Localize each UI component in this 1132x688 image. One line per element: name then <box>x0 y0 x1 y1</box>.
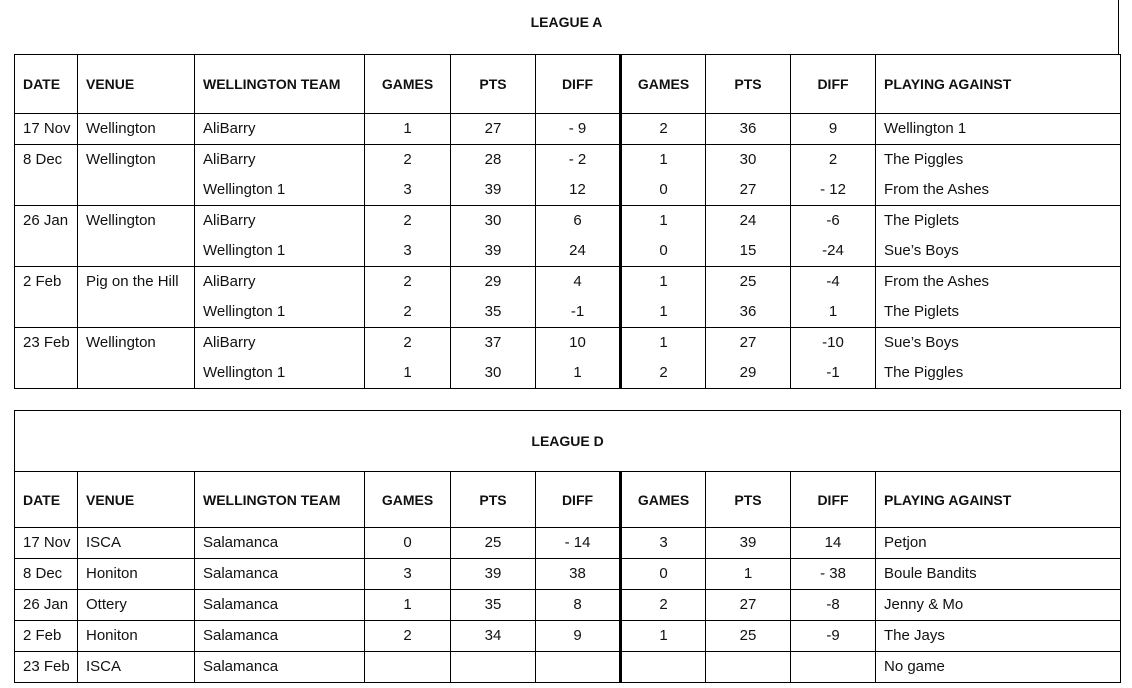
league_d-cell: Salamanca <box>195 528 365 559</box>
table-row <box>15 559 1121 590</box>
league_d-cell: Salamanca <box>195 652 365 683</box>
league_a-cell: 2 <box>365 267 451 298</box>
league_a-cell: 30 <box>706 145 791 176</box>
league_a-header-6: GAMES <box>621 55 706 114</box>
league_d-cell: 14 <box>791 528 876 559</box>
league_a-cell: AliBarry <box>195 114 365 145</box>
table-row <box>15 114 1121 145</box>
league_a-cell: 25 <box>706 267 791 298</box>
league_a-cell: 28 <box>451 145 536 176</box>
league_a-cell: 3 <box>365 175 451 206</box>
league_a-cell: 35 <box>451 297 536 328</box>
league_a-cell <box>15 297 78 328</box>
league_a-cell: -4 <box>791 267 876 298</box>
table-row <box>15 590 1121 621</box>
league_d-cell: Ottery <box>78 590 195 621</box>
league_a-cell: 24 <box>536 236 621 267</box>
table-row <box>15 358 1121 389</box>
league_d-header-1: VENUE <box>78 472 195 528</box>
table-row <box>15 528 1121 559</box>
league_d-cell: Petjon <box>876 528 1121 559</box>
league_d-cell: - 38 <box>791 559 876 590</box>
league-d-title-row <box>15 411 1121 472</box>
league_d-cell: Jenny & Mo <box>876 590 1121 621</box>
league_d-cell: 34 <box>451 621 536 652</box>
league_a-cell: 0 <box>621 175 706 206</box>
league_a-header-1: VENUE <box>78 55 195 114</box>
league_d-cell: 3 <box>365 559 451 590</box>
league_a-cell <box>15 358 78 389</box>
league_a-cell: 24 <box>706 206 791 237</box>
league_a-cell: The Piggles <box>876 358 1121 389</box>
table-row <box>15 621 1121 652</box>
table-row <box>15 236 1121 267</box>
league_d-header-8: DIFF <box>791 472 876 528</box>
league_a-cell: -6 <box>791 206 876 237</box>
league_a-cell: Wellington <box>78 145 195 176</box>
league_a-header-9: PLAYING AGAINST <box>876 55 1121 114</box>
league_a-cell: The Piglets <box>876 206 1121 237</box>
league_a-cell: 1 <box>621 206 706 237</box>
league_a-header-row <box>15 55 1121 114</box>
league_d-cell: 39 <box>451 559 536 590</box>
league_d-cell: 0 <box>365 528 451 559</box>
league_a-cell: 17 Nov <box>15 114 78 145</box>
league_a-cell: 1 <box>621 328 706 359</box>
league_a-cell: Wellington <box>78 328 195 359</box>
league_a-cell: 4 <box>536 267 621 298</box>
league_a-cell: Sue’s Boys <box>876 328 1121 359</box>
league_d-cell: 8 <box>536 590 621 621</box>
table-row <box>15 267 1121 298</box>
league_a-cell: Pig on the Hill <box>78 267 195 298</box>
league_a-cell: 2 <box>791 145 876 176</box>
league_d-cell: 35 <box>451 590 536 621</box>
league_d-header-9: PLAYING AGAINST <box>876 472 1121 528</box>
league_d-cell: Salamanca <box>195 559 365 590</box>
league_a-cell: 29 <box>706 358 791 389</box>
league_d-cell: Salamanca <box>195 621 365 652</box>
league_d-cell <box>706 652 791 683</box>
league_a-cell <box>15 236 78 267</box>
league_a-cell: AliBarry <box>195 267 365 298</box>
league_a-cell: 1 <box>791 297 876 328</box>
league_d-cell: 17 Nov <box>15 528 78 559</box>
league_a-cell: Wellington 1 <box>195 175 365 206</box>
league_a-cell: 2 <box>365 145 451 176</box>
league_a-cell: AliBarry <box>195 328 365 359</box>
league_a-cell: 1 <box>536 358 621 389</box>
league_d-header-row <box>15 472 1121 528</box>
league_d-cell: 2 <box>365 621 451 652</box>
league_a-cell: 15 <box>706 236 791 267</box>
league_d-cell: 3 <box>621 528 706 559</box>
league_a-cell <box>78 236 195 267</box>
league_a-cell: - 12 <box>791 175 876 206</box>
league_a-cell: 36 <box>706 114 791 145</box>
league_a-cell: -10 <box>791 328 876 359</box>
league_d-cell: 23 Feb <box>15 652 78 683</box>
league_d-cell: 25 <box>706 621 791 652</box>
table-row <box>15 297 1121 328</box>
league_a-header-4: PTS <box>451 55 536 114</box>
league_d-header-6: GAMES <box>621 472 706 528</box>
league-d-title: LEAGUE D <box>15 411 1121 472</box>
league_a-cell: The Piggles <box>876 145 1121 176</box>
table-row <box>15 206 1121 237</box>
league_a-cell: 36 <box>706 297 791 328</box>
league_d-cell: 38 <box>536 559 621 590</box>
league_a-cell: 29 <box>451 267 536 298</box>
league_a-cell: Wellington 1 <box>195 236 365 267</box>
league_a-cell: 2 <box>621 114 706 145</box>
league_d-cell: - 14 <box>536 528 621 559</box>
league_a-cell: 2 <box>621 358 706 389</box>
league-a-table <box>14 54 1121 389</box>
league_a-cell: 23 Feb <box>15 328 78 359</box>
league_d-header-7: PTS <box>706 472 791 528</box>
league_d-cell: 1 <box>621 621 706 652</box>
league_a-cell: - 2 <box>536 145 621 176</box>
league_a-cell: 2 <box>365 206 451 237</box>
league_d-cell: Honiton <box>78 559 195 590</box>
league_a-cell: 9 <box>791 114 876 145</box>
league_a-cell: AliBarry <box>195 206 365 237</box>
table-row <box>15 652 1121 683</box>
league_d-cell: -9 <box>791 621 876 652</box>
league_a-cell: Sue’s Boys <box>876 236 1121 267</box>
league_a-cell: -1 <box>536 297 621 328</box>
league_d-cell: 1 <box>365 590 451 621</box>
league_d-cell <box>621 652 706 683</box>
league_d-cell <box>536 652 621 683</box>
league_a-cell: 2 Feb <box>15 267 78 298</box>
league_a-cell: 1 <box>365 114 451 145</box>
league_a-cell: 2 <box>365 297 451 328</box>
league_a-cell: Wellington 1 <box>195 297 365 328</box>
league_a-cell: 2 <box>365 328 451 359</box>
league_d-cell: No game <box>876 652 1121 683</box>
league_a-cell: 1 <box>621 267 706 298</box>
table-row <box>15 145 1121 176</box>
league_d-cell: Boule Bandits <box>876 559 1121 590</box>
league_a-cell: 27 <box>451 114 536 145</box>
league_a-cell: Wellington 1 <box>195 358 365 389</box>
league_a-cell: 0 <box>621 236 706 267</box>
league_d-cell: The Jays <box>876 621 1121 652</box>
league_d-cell <box>365 652 451 683</box>
league_a-header-5: DIFF <box>536 55 621 114</box>
league_a-cell: From the Ashes <box>876 175 1121 206</box>
league_d-header-5: DIFF <box>536 472 621 528</box>
league_d-cell: 8 Dec <box>15 559 78 590</box>
league_a-cell: 27 <box>706 328 791 359</box>
league_a-cell: - 9 <box>536 114 621 145</box>
league_d-header-0: DATE <box>15 472 78 528</box>
league-a-title: LEAGUE A <box>530 14 603 30</box>
league_d-cell: 39 <box>706 528 791 559</box>
league_a-cell: -1 <box>791 358 876 389</box>
league_a-cell: 3 <box>365 236 451 267</box>
league_a-cell: 6 <box>536 206 621 237</box>
league_d-cell: 9 <box>536 621 621 652</box>
league_a-header-8: DIFF <box>791 55 876 114</box>
league_d-cell: 0 <box>621 559 706 590</box>
league_d-cell <box>451 652 536 683</box>
league_a-cell: The Piglets <box>876 297 1121 328</box>
league_a-cell: 27 <box>706 175 791 206</box>
table-row <box>15 175 1121 206</box>
league_d-cell: 26 Jan <box>15 590 78 621</box>
league_d-cell: -8 <box>791 590 876 621</box>
league_d-cell: ISCA <box>78 528 195 559</box>
league_a-cell: 30 <box>451 358 536 389</box>
league_a-header-7: PTS <box>706 55 791 114</box>
table-row <box>15 328 1121 359</box>
league_d-cell: ISCA <box>78 652 195 683</box>
league_a-cell: Wellington <box>78 114 195 145</box>
league_a-cell <box>78 297 195 328</box>
league_a-cell: 12 <box>536 175 621 206</box>
league_a-cell: Wellington <box>78 206 195 237</box>
league_a-cell: 1 <box>621 145 706 176</box>
league_d-cell: Salamanca <box>195 590 365 621</box>
league_d-header-3: GAMES <box>365 472 451 528</box>
league_d-cell: 2 <box>621 590 706 621</box>
league_a-cell <box>15 175 78 206</box>
league_a-cell: AliBarry <box>195 145 365 176</box>
league_a-cell: 26 Jan <box>15 206 78 237</box>
league_a-cell: 30 <box>451 206 536 237</box>
league_a-cell: 10 <box>536 328 621 359</box>
league_a-cell: 8 Dec <box>15 145 78 176</box>
league_d-cell: 2 Feb <box>15 621 78 652</box>
league_a-cell: 1 <box>365 358 451 389</box>
league_d-cell: 25 <box>451 528 536 559</box>
league_a-header-3: GAMES <box>365 55 451 114</box>
league_a-cell: From the Ashes <box>876 267 1121 298</box>
league_d-cell: 27 <box>706 590 791 621</box>
league_a-cell: Wellington 1 <box>876 114 1121 145</box>
league_a-header-2: WELLINGTON TEAM <box>195 55 365 114</box>
league_d-cell: 1 <box>706 559 791 590</box>
league_d-cell: Honiton <box>78 621 195 652</box>
league_a-cell: 39 <box>451 175 536 206</box>
league_a-cell: 39 <box>451 236 536 267</box>
league-d-table <box>14 410 1121 683</box>
league_a-cell: 1 <box>621 297 706 328</box>
league_d-header-2: WELLINGTON TEAM <box>195 472 365 528</box>
league_a-cell: -24 <box>791 236 876 267</box>
league_a-cell: 37 <box>451 328 536 359</box>
league_a-cell <box>78 358 195 389</box>
league_a-header-0: DATE <box>15 55 78 114</box>
league_d-cell <box>791 652 876 683</box>
league_a-cell <box>78 175 195 206</box>
league_d-header-4: PTS <box>451 472 536 528</box>
